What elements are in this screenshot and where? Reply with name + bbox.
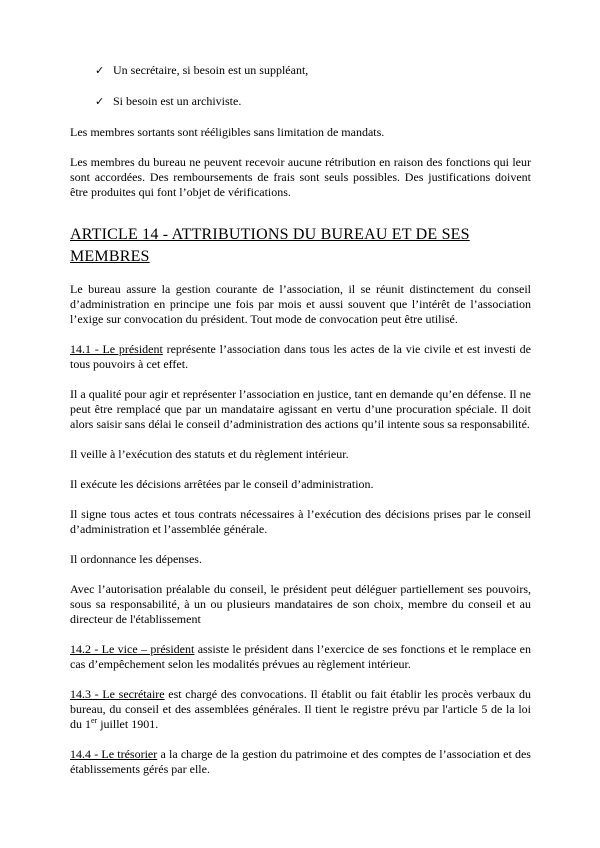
section-14-2-lead: 14.2 - Le vice – président	[70, 642, 195, 656]
section-14-4	[70, 747, 531, 777]
list-item	[70, 94, 531, 110]
paragraph-justice: Il a qualité pour agir et représenter l’association en justice, tant en demande qu’en défense. Il ne peut être remplacé que par un mandataire agissant en vertu d’une procuration spéciale. Il doit alors saisir sans délai le conseil d’administration des actions qu’il intente sous sa responsabilité.	[70, 387, 531, 431]
section-14-3-lead: 14.3 - Le secrétaire	[70, 687, 165, 701]
paragraph-veille: Il veille à l’exécution des statuts et du règlement intérieur.	[70, 447, 349, 461]
section-14-4-body: a la charge de la gestion du patrimoine et des comptes de l’association et des établissements gérés par elle.	[70, 747, 531, 776]
section-14-1-lead: 14.1 - Le président	[70, 342, 163, 356]
paragraph-membres-sortants: Les membres sortants sont rééligibles sans limitation de mandats.	[70, 125, 385, 139]
article-heading	[70, 224, 531, 268]
list-item	[70, 63, 531, 79]
section-14-2	[70, 642, 531, 672]
paragraph-retribution: Les membres du bureau ne peuvent recevoir aucune rétribution en raison des fonctions qui leur sont accordées. Des remboursements de frais sont seuls possibles. Des justifications doivent être produites qui font l’objet de vérifications.	[70, 155, 531, 199]
section-14-3-body-end: juillet 1901.	[97, 717, 159, 731]
list-item-text: Un secrétaire, si besoin est un suppléant,	[113, 63, 309, 77]
paragraph-execute: Il exécute les décisions arrêtées par le conseil d’administration.	[70, 477, 374, 491]
paragraph-delegation: Avec l’autorisation préalable du conseil, le président peut déléguer partiellement ses pouvoirs, sous sa responsabilité, à un ou plusieurs mandataires de son choix, membre du conseil et au directeur de l'établissement	[70, 582, 531, 626]
section-14-1-body: représente l’association dans tous les actes de la vie civile et est investi de tous pouvoirs à cet effet.	[70, 342, 531, 371]
paragraph-signe: Il signe tous actes et tous contrats nécessaires à l’exécution des décisions prises par le conseil d’administration et l’assemblée générale.	[70, 507, 531, 536]
paragraph-ordonnance: Il ordonnance les dépenses.	[70, 552, 202, 566]
checkmark-icon: ✓	[95, 96, 105, 108]
list-item-text: Si besoin est un archiviste.	[113, 94, 242, 108]
paragraph-bureau-gestion: Le bureau assure la gestion courante de l’association, il se réunit distinctement du conseil d’administration en principe une fois par mois et aussi souvent que l’intérêt de l’association l’exige sur convocation du président. Tout mode de convocation peut être utilisé.	[70, 282, 531, 326]
checklist	[70, 63, 531, 110]
section-14-3-superscript: er	[91, 716, 98, 725]
section-14-3	[70, 687, 531, 732]
section-14-2-body: assiste le président dans l’exercice de ses fonctions et le remplace en cas d’empêchement selon les modalités prévues au règlement intérieur.	[70, 642, 531, 671]
section-14-4-lead: 14.4 - Le trésorier	[70, 747, 158, 761]
article-heading-text: ARTICLE 14 - ATTRIBUTIONS DU BUREAU ET DE SES MEMBRES	[70, 226, 470, 265]
checkmark-icon: ✓	[95, 65, 105, 77]
section-14-1	[70, 342, 531, 372]
section-14-3-body: est chargé des convocations. Il établit ou fait établir les procès verbaux du bureau, du conseil et des assemblées générales. Il tient le registre prévu par l'article 5 de la loi du 1	[70, 687, 531, 731]
